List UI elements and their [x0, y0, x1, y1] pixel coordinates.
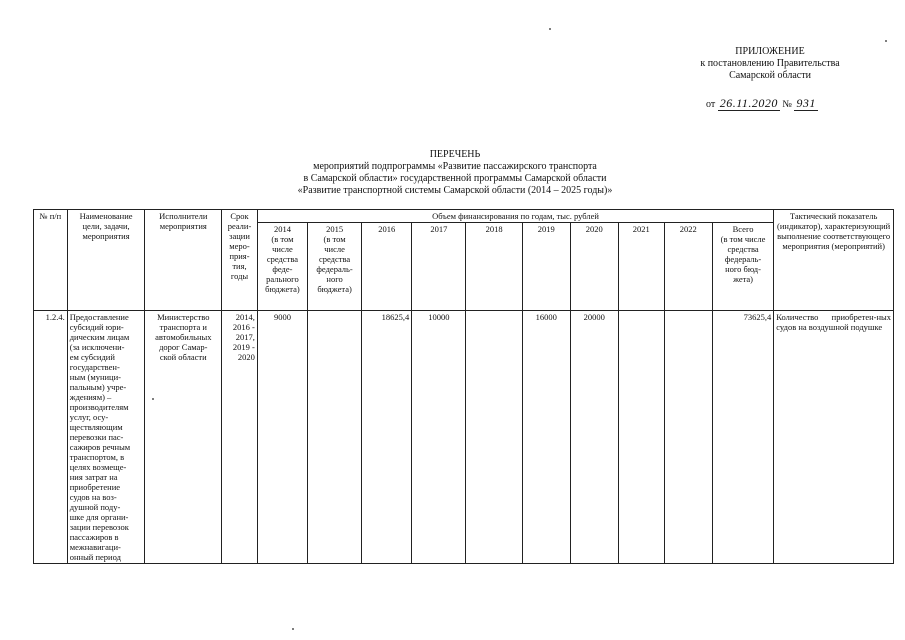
title-line1: мероприятий подпрограммы «Развитие пассажирского транспорта	[313, 161, 597, 172]
header-year-2020: 2020	[570, 223, 618, 311]
row-value-2018	[466, 311, 522, 564]
scan-speck	[292, 628, 294, 630]
table-row	[34, 311, 894, 564]
row-value-2016: 18625,4	[362, 311, 412, 564]
row-value-2021	[618, 311, 664, 564]
row-value-2022	[664, 311, 712, 564]
title-heading: ПЕРЕЧЕНЬ	[429, 149, 481, 160]
header-year-2018: 2018	[466, 223, 522, 311]
row-value-total: 73625,4	[712, 311, 773, 564]
row-num: 1.2.4.	[34, 311, 68, 564]
row-executor: Министерство транспорта и автомобильных дорог Самар- ской области	[145, 311, 222, 564]
scan-speck	[549, 28, 551, 30]
header-year-2015: 2015 (в том числе средства федераль- ного бюджета)	[307, 223, 361, 311]
appendix-title: ПРИЛОЖЕНИЕ	[735, 46, 805, 57]
document-title	[250, 149, 660, 197]
number-prefix: №	[782, 99, 792, 110]
row-value-2015	[307, 311, 361, 564]
header-year-2014: 2014 (в том числе средства феде- рального бюджета)	[257, 223, 307, 311]
header-year-2017: 2017	[412, 223, 466, 311]
header-name: Наименование цели, задачи, мероприятия	[67, 210, 145, 311]
header-indicator: Тактический показатель (индикатор), характеризующий выполнение соответствующего мероприятия (мероприятий)	[774, 210, 894, 311]
date-handwritten: 26.11.2020	[719, 96, 778, 110]
number-handwritten: 931	[796, 96, 816, 110]
date-prefix: от	[706, 99, 716, 110]
title-line2: в Самарской области» государственной программы Самарской области	[303, 173, 607, 184]
header-term: Срок реали- зации меро- прия- тия, годы	[222, 210, 258, 311]
appendix-block	[690, 46, 850, 82]
appendix-line2: к постановлению Правительства	[700, 58, 840, 69]
header-year-2019: 2019	[522, 223, 570, 311]
row-value-2014: 9000	[257, 311, 307, 564]
header-year-2016: 2016	[362, 223, 412, 311]
header-funding: Объем финансирования по годам, тыс. рублей	[257, 210, 773, 223]
row-term: 2014, 2016 - 2017, 2019 - 2020	[222, 311, 258, 564]
header-year-2022: 2022	[664, 223, 712, 311]
row-value-2020: 20000	[570, 311, 618, 564]
row-indicator: Количество приобретен-ных судов на воздушной подушке	[774, 311, 894, 564]
header-year-2021: 2021	[618, 223, 664, 311]
row-name: Предоставление субсидий юри- дическим лицам (за исключени- ем субсидий государствен- ным (муници- пальным) учре- ждениям) – производителям услуг, осу- ществляющим перевозки пас- сажиров речным транспортом, в целях возмеще- ния затрат на приобретение судов на воз- душной поду- шке для органи- зации перевозок пассажиров в межнавигаци- онный период	[67, 311, 145, 564]
header-num: № п/п	[34, 210, 68, 311]
header-total: Всего (в том числе средства федераль- ного бюд- жета)	[712, 223, 773, 311]
scan-speck	[885, 40, 887, 42]
appendix-line3: Самарской области	[729, 70, 811, 81]
order-date-number	[706, 96, 818, 111]
title-line3: «Развитие транспортной системы Самарской области (2014 – 2025 годы)»	[297, 185, 613, 196]
row-value-2019: 16000	[522, 311, 570, 564]
header-executors: Исполнители мероприятия	[145, 210, 222, 311]
row-value-2017: 10000	[412, 311, 466, 564]
measures-table	[33, 209, 894, 564]
